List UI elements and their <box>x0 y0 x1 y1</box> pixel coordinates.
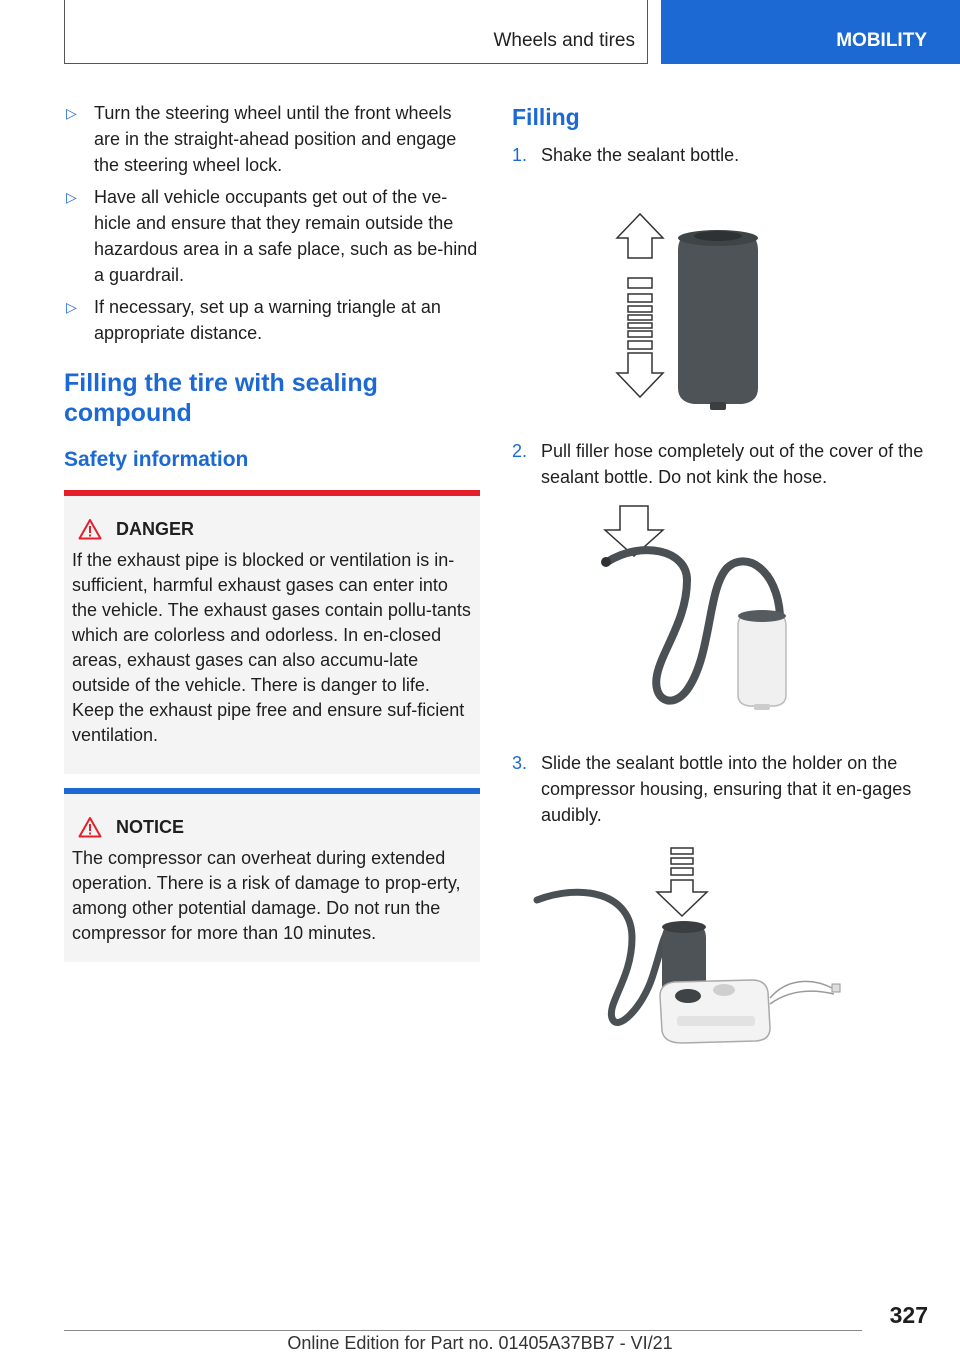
left-column <box>64 100 480 962</box>
step-text: Shake the sealant bottle. <box>541 145 740 165</box>
step-item <box>512 438 928 490</box>
bullet-triangle-icon: ▷ <box>66 299 77 315</box>
bullet-text: Turn the steering wheel until the front wheels are in the straight-ahead position and engage the steering wheel lock. <box>94 103 457 175</box>
step-item <box>512 142 928 168</box>
bullet-triangle-icon: ▷ <box>66 189 77 205</box>
danger-header <box>72 518 472 540</box>
notice-text: The compressor can overheat during extended operation. There is a risk of damage to prop‐erty, among other potential damage. Do not run the compressor for more than 10 minutes. <box>72 848 461 943</box>
header-chapter-tab <box>661 0 960 64</box>
header-section-title: Wheels and tires <box>493 30 635 51</box>
insert-bottle-icon <box>512 828 928 1048</box>
danger-label: DANGER <box>116 518 195 539</box>
section-title: Filling the tire with sealing compound <box>64 369 378 427</box>
danger-box <box>64 490 480 774</box>
shake-bottle-icon <box>512 168 928 418</box>
filling-title: Filling <box>512 104 580 130</box>
step-number: 3. <box>512 753 528 773</box>
warning-triangle-icon <box>78 816 102 838</box>
warning-triangle-icon <box>78 518 102 540</box>
step-number: 1. <box>512 145 528 165</box>
header-chapter-label: MOBILITY <box>836 30 927 51</box>
footer-edition: Online Edition for Part no. 01405A37BB7 - VI/21 <box>287 1333 673 1353</box>
page-number: 327 <box>889 1302 928 1328</box>
step-text: Pull filler hose completely out of the cover of the sealant bottle. Do not kink the hose. <box>541 441 924 487</box>
step-number: 2. <box>512 441 528 461</box>
step-item <box>512 750 928 828</box>
bullet-item <box>64 100 480 178</box>
bullet-triangle-icon: ▷ <box>66 105 77 121</box>
pull-hose-illustration <box>512 490 928 730</box>
danger-text: If the exhaust pipe is blocked or ventilation is in‐sufficient, harmful exhaust gases can enter into the vehicle. The exhaust gases contain pollu‐tants which are colorless and odorless. In en‐closed areas, exhaust gases can also accumu‐late outside of the vehicle. There is danger to life. Keep the exhaust pipe free and ensure suf‐ficient ventilation. <box>72 550 471 745</box>
bullet-item <box>64 294 480 346</box>
pull-hose-icon <box>512 490 928 730</box>
step-text: Slide the sealant bottle into the holder on the compressor housing, ensuring that it en‐gages audibly. <box>541 753 912 825</box>
bullet-item <box>64 184 480 288</box>
notice-header <box>72 816 472 838</box>
footer-divider <box>64 1330 862 1331</box>
notice-box <box>64 788 480 962</box>
section-subtitle: Safety information <box>64 448 249 471</box>
notice-label: NOTICE <box>116 816 185 837</box>
bullet-text: If necessary, set up a warning triangle at an appropriate distance. <box>94 297 441 343</box>
right-column <box>512 100 928 1048</box>
bullet-text: Have all vehicle occupants get out of the ve‐hicle and ensure that they remain outside the hazardous area in a safe place, such as be‐hind a guardrail. <box>94 187 478 285</box>
shake-bottle-illustration <box>512 168 928 418</box>
insert-bottle-illustration <box>512 828 928 1048</box>
